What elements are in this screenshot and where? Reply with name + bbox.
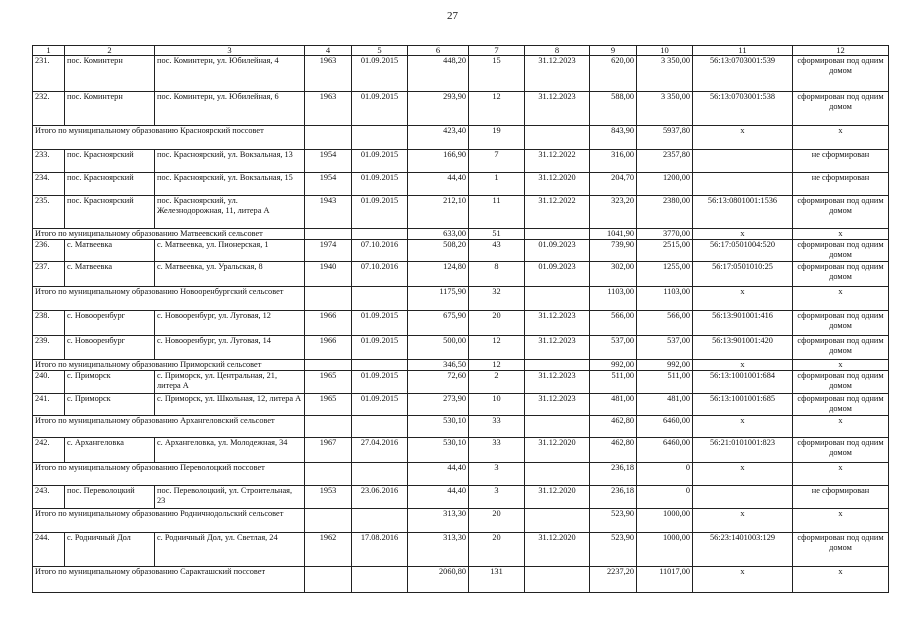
table-cell	[305, 463, 352, 486]
table-cell: 3 350,00	[637, 56, 693, 92]
table-cell: 20	[469, 509, 525, 533]
table-cell: 204,70	[590, 173, 637, 196]
column-number-cell: 6	[408, 46, 469, 56]
table-cell: 01.09.2023	[525, 262, 590, 287]
table-cell: 1967	[305, 438, 352, 463]
table-cell	[305, 126, 352, 150]
table-cell: 1200,00	[637, 173, 693, 196]
table-cell: сформирован под одним домом	[793, 394, 889, 416]
table-cell: 566,00	[590, 311, 637, 336]
table-cell: 2237,20	[590, 567, 637, 593]
table-cell: с. Матвеевка, ул. Уральская, 8	[155, 262, 305, 287]
table-cell	[352, 360, 408, 371]
table-cell	[352, 287, 408, 311]
table-cell: 01.09.2015	[352, 371, 408, 394]
table-cell: 56:13:0703001:538	[693, 92, 793, 126]
subtotal-row	[33, 567, 889, 593]
table-cell: пос. Переволоцкий	[65, 486, 155, 509]
table-cell: 236,18	[590, 463, 637, 486]
table-cell: х	[793, 229, 889, 240]
table-cell: пос. Красноярский	[65, 196, 155, 229]
table-cell: Итого по муниципальному образованию Красноярский поссовет	[33, 126, 305, 150]
table-cell: х	[793, 567, 889, 593]
table-cell: 1041,90	[590, 229, 637, 240]
table-cell: пос. Красноярский	[65, 173, 155, 196]
table-cell: 1255,00	[637, 262, 693, 287]
table-cell: Итого по муниципальному образованию Приморский сельсовет	[33, 360, 305, 371]
table-cell: сформирован под одним домом	[793, 56, 889, 92]
table-cell: 27.04.2016	[352, 438, 408, 463]
table-cell: 12	[469, 336, 525, 360]
table-cell: Итого по муниципальному образованию Новооренбургский сельсовет	[33, 287, 305, 311]
subtotal-row	[33, 126, 889, 150]
table-cell: 07.10.2016	[352, 262, 408, 287]
table-cell: Итого по муниципальному образованию Родничнодольский сельсовет	[33, 509, 305, 533]
table-cell: 1103,00	[637, 287, 693, 311]
table-row	[33, 196, 889, 229]
table-cell: 17.08.2016	[352, 533, 408, 567]
table-row	[33, 173, 889, 196]
table-cell: 313,30	[408, 533, 469, 567]
table-cell: с. Новооренбург	[65, 336, 155, 360]
table-cell: 232.	[33, 92, 65, 126]
column-number-header	[33, 46, 889, 56]
table-cell	[525, 360, 590, 371]
table-cell	[352, 229, 408, 240]
table-cell: 31.12.2023	[525, 92, 590, 126]
table-cell: 23.06.2016	[352, 486, 408, 509]
table-cell: 1953	[305, 486, 352, 509]
table-cell	[693, 173, 793, 196]
table-cell: 20	[469, 533, 525, 567]
table-row	[33, 311, 889, 336]
table-cell: 2	[469, 371, 525, 394]
table-cell: 56:23:1401003:129	[693, 533, 793, 567]
table-cell	[305, 287, 352, 311]
table-cell: Итого по муниципальному образованию Саракташский поссовет	[33, 567, 305, 593]
table-cell: 31.12.2023	[525, 371, 590, 394]
table-cell: с. Матвеевка	[65, 240, 155, 262]
column-number-cell: 8	[525, 46, 590, 56]
table-cell: пос. Коминтерн	[65, 56, 155, 92]
table-cell: х	[793, 509, 889, 533]
table-cell: 31.12.2023	[525, 336, 590, 360]
table-cell: 316,00	[590, 150, 637, 173]
table-cell: 1974	[305, 240, 352, 262]
table-cell: х	[693, 126, 793, 150]
table-cell: 11017,00	[637, 567, 693, 593]
table-cell: 44,40	[408, 463, 469, 486]
table-cell	[525, 416, 590, 438]
table-cell: 302,00	[590, 262, 637, 287]
table-cell: пос. Коминтерн, ул. Юбилейная, 6	[155, 92, 305, 126]
table-cell: 01.09.2015	[352, 150, 408, 173]
table-cell	[305, 416, 352, 438]
table-cell: 20	[469, 311, 525, 336]
table-cell: пос. Коминтерн, ул. Юбилейная, 4	[155, 56, 305, 92]
table-cell: сформирован под одним домом	[793, 92, 889, 126]
table-cell: 0	[637, 486, 693, 509]
table-cell: 481,00	[590, 394, 637, 416]
table-cell: 243.	[33, 486, 65, 509]
table-cell: Итого по муниципальному образованию Переволоцкий поссовет	[33, 463, 305, 486]
table-cell: 131	[469, 567, 525, 593]
table-cell: 511,00	[590, 371, 637, 394]
table-cell: 31.12.2020	[525, 533, 590, 567]
table-cell: с. Архангеловка	[65, 438, 155, 463]
table-cell: 32	[469, 287, 525, 311]
column-number-cell: 11	[693, 46, 793, 56]
table-cell	[352, 567, 408, 593]
table-cell: 462,80	[590, 438, 637, 463]
table-cell: 12	[469, 92, 525, 126]
table-cell: 5937,80	[637, 126, 693, 150]
table-cell: 56:13:901001:416	[693, 311, 793, 336]
column-number-cell: 2	[65, 46, 155, 56]
table-cell: 31.12.2023	[525, 394, 590, 416]
table-cell: 6460,00	[637, 438, 693, 463]
table-cell	[352, 463, 408, 486]
table-cell: 31.12.2022	[525, 196, 590, 229]
page-number: 27	[447, 10, 458, 22]
table-cell: сформирован под одним домом	[793, 196, 889, 229]
table-cell: 3 350,00	[637, 92, 693, 126]
subtotal-row	[33, 416, 889, 438]
table-cell: с. Родничный Дол, ул. Светлая, 24	[155, 533, 305, 567]
table-cell: сформирован под одним домом	[793, 262, 889, 287]
table-cell: 56:17:0501010:25	[693, 262, 793, 287]
table-cell: 1940	[305, 262, 352, 287]
table-cell: х	[693, 229, 793, 240]
table-cell: 1954	[305, 150, 352, 173]
table-cell: 240.	[33, 371, 65, 394]
column-number-cell: 12	[793, 46, 889, 56]
table-cell: 56:13:1001001:685	[693, 394, 793, 416]
table-cell: 537,00	[637, 336, 693, 360]
table-cell: 1962	[305, 533, 352, 567]
table-cell: с. Новооренбург, ул. Луговая, 14	[155, 336, 305, 360]
table-cell: 1963	[305, 56, 352, 92]
table-cell: 675,90	[408, 311, 469, 336]
table-cell	[525, 567, 590, 593]
table-cell: пос. Красноярский, ул. Вокзальная, 13	[155, 150, 305, 173]
table-cell: 588,00	[590, 92, 637, 126]
table-cell: 620,00	[590, 56, 637, 92]
table-cell: 523,90	[590, 509, 637, 533]
table-cell: 12	[469, 360, 525, 371]
table-cell: 992,00	[637, 360, 693, 371]
table-cell: Итого по муниципальному образованию Архангеловский сельсовет	[33, 416, 305, 438]
table-cell: 293,90	[408, 92, 469, 126]
table-row	[33, 533, 889, 567]
table-cell: не сформирован	[793, 173, 889, 196]
table-cell: 423,40	[408, 126, 469, 150]
table-cell: 739,90	[590, 240, 637, 262]
column-number-cell: 3	[155, 46, 305, 56]
table-cell	[525, 126, 590, 150]
subtotal-row	[33, 287, 889, 311]
table-cell: 273,90	[408, 394, 469, 416]
table-cell: с. Матвеевка	[65, 262, 155, 287]
table-cell: 44,40	[408, 173, 469, 196]
table-cell: 313,30	[408, 509, 469, 533]
table-cell: сформирован под одним домом	[793, 336, 889, 360]
table-cell: 2060,80	[408, 567, 469, 593]
table-cell: с. Приморск, ул. Центральная, 21, литера А	[155, 371, 305, 394]
table-cell: 10	[469, 394, 525, 416]
table-cell: 56:13:0703001:539	[693, 56, 793, 92]
table-cell: 2380,00	[637, 196, 693, 229]
table-row	[33, 92, 889, 126]
table-cell: 238.	[33, 311, 65, 336]
table-cell: 31.12.2022	[525, 150, 590, 173]
table-cell: х	[693, 416, 793, 438]
table-cell: сформирован под одним домом	[793, 533, 889, 567]
table-cell: 448,20	[408, 56, 469, 92]
table-cell: 33	[469, 416, 525, 438]
table-cell: 2515,00	[637, 240, 693, 262]
table-cell: 992,00	[590, 360, 637, 371]
table-cell: 01.09.2015	[352, 173, 408, 196]
housing-register-table	[32, 45, 889, 593]
column-number-cell: 1	[33, 46, 65, 56]
table-cell	[305, 229, 352, 240]
table-cell: 481,00	[637, 394, 693, 416]
table-cell: 241.	[33, 394, 65, 416]
table-cell: 323,20	[590, 196, 637, 229]
table-cell: 166,90	[408, 150, 469, 173]
table-row	[33, 394, 889, 416]
table-cell: 3770,00	[637, 229, 693, 240]
table-row	[33, 262, 889, 287]
table-cell: 511,00	[637, 371, 693, 394]
table-cell: не сформирован	[793, 150, 889, 173]
column-number-cell: 9	[590, 46, 637, 56]
table-cell: 633,00	[408, 229, 469, 240]
table-cell: х	[793, 360, 889, 371]
table-cell: 530,10	[408, 416, 469, 438]
table-cell: сформирован под одним домом	[793, 438, 889, 463]
table-cell: 1966	[305, 336, 352, 360]
table-cell	[305, 509, 352, 533]
table-cell: 8	[469, 262, 525, 287]
table-cell: 07.10.2016	[352, 240, 408, 262]
table-row	[33, 486, 889, 509]
table-cell	[352, 509, 408, 533]
table-cell: пос. Переволоцкий, ул. Строительная, 23	[155, 486, 305, 509]
table-cell: сформирован под одним домом	[793, 371, 889, 394]
table-cell	[305, 567, 352, 593]
table-cell: 537,00	[590, 336, 637, 360]
table-cell: 231.	[33, 56, 65, 92]
table-cell: с. Новооренбург, ул. Луговая, 12	[155, 311, 305, 336]
table-cell: 11	[469, 196, 525, 229]
table-cell	[525, 287, 590, 311]
table-cell: 235.	[33, 196, 65, 229]
table-cell: 1965	[305, 371, 352, 394]
table-row	[33, 240, 889, 262]
table-cell	[352, 416, 408, 438]
table-cell: 1	[469, 173, 525, 196]
table-cell: 19	[469, 126, 525, 150]
table-cell: 237.	[33, 262, 65, 287]
table-cell: 0	[637, 463, 693, 486]
table-cell: 2357,80	[637, 150, 693, 173]
column-number-cell: 4	[305, 46, 352, 56]
table-cell: 523,90	[590, 533, 637, 567]
table-cell: 1966	[305, 311, 352, 336]
table-cell: Итого по муниципальному образованию Матвеевский сельсовет	[33, 229, 305, 240]
table-cell: 239.	[33, 336, 65, 360]
table-cell: 1000,00	[637, 533, 693, 567]
table-cell: 56:13:901001:420	[693, 336, 793, 360]
table-cell: 31.12.2023	[525, 311, 590, 336]
table-cell	[693, 150, 793, 173]
table-cell: 56:17:0501004:520	[693, 240, 793, 262]
table-cell: 72,60	[408, 371, 469, 394]
column-number-cell: 5	[352, 46, 408, 56]
table-row	[33, 336, 889, 360]
table-cell: 44,40	[408, 486, 469, 509]
table-cell: 500,00	[408, 336, 469, 360]
table-cell: 7	[469, 150, 525, 173]
table-cell: х	[693, 509, 793, 533]
subtotal-row	[33, 463, 889, 486]
table-cell: 462,80	[590, 416, 637, 438]
table-cell: 31.12.2023	[525, 56, 590, 92]
table-cell: 1963	[305, 92, 352, 126]
table-cell: с. Родничный Дол	[65, 533, 155, 567]
table-cell: 233.	[33, 150, 65, 173]
table-cell: 01.09.2015	[352, 56, 408, 92]
table-cell: с. Архангеловка, ул. Молодежная, 34	[155, 438, 305, 463]
table-cell: х	[793, 287, 889, 311]
table-cell: 33	[469, 438, 525, 463]
table-cell: 01.09.2015	[352, 92, 408, 126]
table-row	[33, 371, 889, 394]
table-cell: с. Матвеевка, ул. Пионерская, 1	[155, 240, 305, 262]
table-cell: 530,10	[408, 438, 469, 463]
table-cell: 1965	[305, 394, 352, 416]
table-cell: 1954	[305, 173, 352, 196]
table-cell: пос. Красноярский, ул. Вокзальная, 15	[155, 173, 305, 196]
table-cell: 56:13:1001001:684	[693, 371, 793, 394]
table-cell: 236.	[33, 240, 65, 262]
table-cell: 124,80	[408, 262, 469, 287]
table-row	[33, 150, 889, 173]
column-number-cell: 7	[469, 46, 525, 56]
table-cell	[305, 360, 352, 371]
table-row	[33, 438, 889, 463]
table-cell: не сформирован	[793, 486, 889, 509]
table-cell	[525, 229, 590, 240]
table-cell: 234.	[33, 173, 65, 196]
table-cell: 01.09.2015	[352, 196, 408, 229]
table-cell: х	[693, 567, 793, 593]
table-cell	[693, 486, 793, 509]
table-cell: пос. Коминтерн	[65, 92, 155, 126]
table-cell: 236,18	[590, 486, 637, 509]
table-cell: 56:21:0101001:823	[693, 438, 793, 463]
table-cell: х	[793, 463, 889, 486]
table-cell: 15	[469, 56, 525, 92]
table-cell: х	[693, 463, 793, 486]
table-cell: х	[693, 360, 793, 371]
table-cell: сформирован под одним домом	[793, 311, 889, 336]
table-cell: 1175,90	[408, 287, 469, 311]
table-cell: пос. Красноярский, ул. Железнодорожная, 11, литера А	[155, 196, 305, 229]
table-cell: 3	[469, 486, 525, 509]
table-cell: 1943	[305, 196, 352, 229]
table-cell	[352, 126, 408, 150]
table-row	[33, 56, 889, 92]
table-cell: 31.12.2020	[525, 486, 590, 509]
table-cell: 1103,00	[590, 287, 637, 311]
table-cell: 01.09.2023	[525, 240, 590, 262]
subtotal-row	[33, 229, 889, 240]
subtotal-row	[33, 509, 889, 533]
table-cell: с. Приморск, ул. Школьная, 12, литера А	[155, 394, 305, 416]
table-cell: пос. Красноярский	[65, 150, 155, 173]
table-cell	[525, 463, 590, 486]
subtotal-row	[33, 360, 889, 371]
table-cell	[525, 509, 590, 533]
table-cell: 566,00	[637, 311, 693, 336]
table-cell: 508,20	[408, 240, 469, 262]
table-cell: 56:13:0801001:1536	[693, 196, 793, 229]
table-cell: 242.	[33, 438, 65, 463]
table-cell: х	[793, 416, 889, 438]
table-cell: х	[793, 126, 889, 150]
table-cell: сформирован под одним домом	[793, 240, 889, 262]
table-cell: 244.	[33, 533, 65, 567]
table-cell: 51	[469, 229, 525, 240]
table-cell: 6460,00	[637, 416, 693, 438]
table-cell: с. Приморск	[65, 371, 155, 394]
table-cell: 1000,00	[637, 509, 693, 533]
table-cell: с. Приморск	[65, 394, 155, 416]
table-cell: 31.12.2020	[525, 173, 590, 196]
table-cell: с. Новооренбург	[65, 311, 155, 336]
table-cell: 31.12.2020	[525, 438, 590, 463]
table-cell: 843,90	[590, 126, 637, 150]
column-number-cell: 10	[637, 46, 693, 56]
table-cell: 01.09.2015	[352, 394, 408, 416]
table-cell: 346,50	[408, 360, 469, 371]
table-cell: 01.09.2015	[352, 336, 408, 360]
table-cell: 212,10	[408, 196, 469, 229]
table-cell: 43	[469, 240, 525, 262]
table-cell: 01.09.2015	[352, 311, 408, 336]
table-cell: х	[693, 287, 793, 311]
table-cell: 3	[469, 463, 525, 486]
